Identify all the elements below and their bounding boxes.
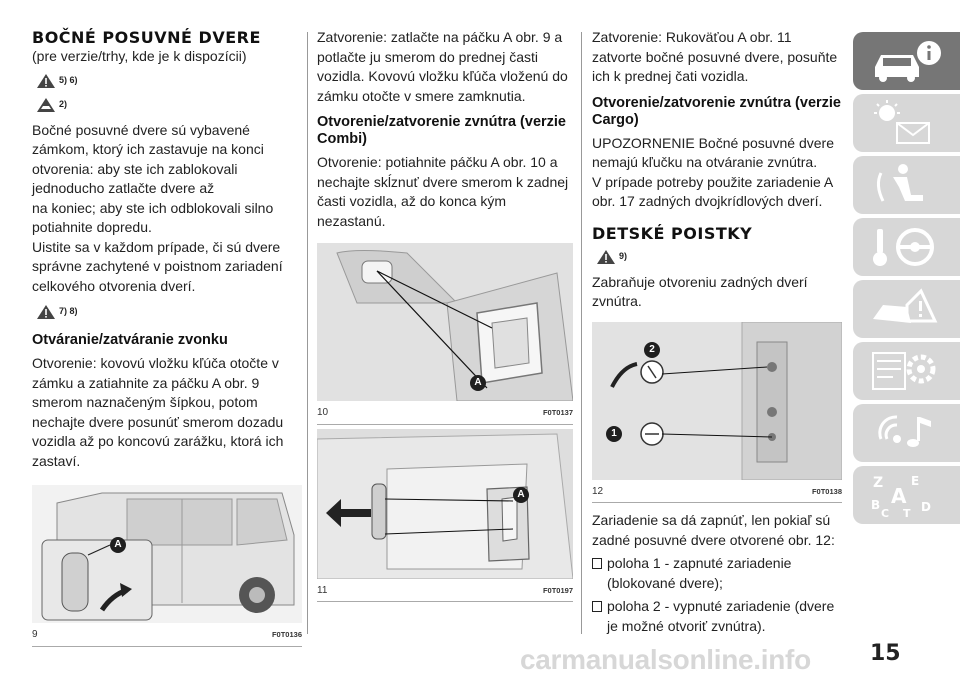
column-1 [32, 28, 302, 647]
section-subtitle: (pre verzie/trhy, kde je k dispozícii) [32, 48, 247, 64]
tab-multimedia[interactable] [853, 404, 960, 462]
paragraph: UPOZORNENIE Bočné posuvné dvere nemajú kľučku na otváranie zvnútra. [592, 134, 834, 170]
tab-index[interactable] [853, 466, 960, 524]
figure-11 [317, 429, 573, 603]
list-item-text: poloha 2 - vypnuté zariadenie (dvere je možné otvoriť zvnútra). [607, 598, 835, 634]
seat-airbag-icon [867, 161, 947, 209]
paragraph: Otvorenie: kovovú vložku kľúča otočte v zámku a zatiahnite za páčku A obr. 9 smerom naznačeným šípkou, potom nechajte dvere posunúť smerom dozadu vozidla až po koncovú zarážku, ktorá ich zastaví. [32, 355, 284, 469]
figure-divider [317, 424, 573, 425]
paragraph: Bočné posuvné dvere sú vybavené zámkom, ktorý ich zastavuje na konci otvorenia: aby ste ich zablokovali jednoducho zatlačte dvere až [32, 121, 264, 196]
warning-ref-b [36, 95, 302, 115]
figure-caption [592, 482, 842, 502]
figure-number: 9 [32, 629, 38, 640]
warning-triangle-icon [596, 249, 616, 265]
bullet-box-icon [592, 558, 602, 569]
warning-triangle-icon [36, 73, 56, 89]
figure-divider [32, 646, 302, 647]
figure-caption [317, 403, 573, 423]
figure-image [32, 485, 302, 623]
callout-1: 1 [606, 426, 622, 442]
alphabet-index-icon [867, 471, 947, 519]
subheading: Otvorenie/zatvorenie zvnútra (verzie Combi) [317, 114, 566, 147]
warning-lights-icon [867, 99, 947, 147]
paragraph: Zabraňuje otvoreniu zadných dverí zvnútra. [592, 273, 808, 309]
warning-ref-text: 9) [619, 250, 628, 261]
tab-starting-driving[interactable] [853, 218, 960, 276]
column-divider-2 [581, 32, 582, 634]
figure-12 [592, 322, 842, 504]
warning-ref-text: 7) 8) [59, 306, 78, 317]
callout-a: A [470, 375, 486, 391]
list-item [592, 597, 842, 636]
child-lock-illustration [592, 322, 842, 480]
svg-text:T: T [903, 507, 911, 519]
sliding-door-handle-illustration [317, 429, 573, 579]
page-number: 15 [870, 641, 901, 666]
paragraph: V prípade potreby použite zariadenie A obr. 17 zadných dvojkrídlových dverí. [592, 173, 833, 209]
figure-10 [317, 243, 573, 425]
bullet-box-icon [592, 601, 602, 612]
svg-text:C: C [881, 507, 890, 519]
warning-ref-text: 2) [59, 98, 68, 109]
tab-safety[interactable] [853, 156, 960, 214]
tab-maintenance[interactable] [853, 342, 960, 400]
paragraph: Zatvorenie: zatlačte na páčku A obr. 9 a potlačte ju smerom do prednej časti vozidla. Kovovú vložku kľúča vloženú do zámku otočte v smere zamknutia. [317, 29, 568, 104]
figure-image [592, 322, 842, 480]
paragraph: Zatvorenie: Rukoväťou A obr. 11 zatvorte bočné posuvné dvere, posuňte ich k prednej čati vozidla. [592, 29, 838, 84]
inner-door-handle-illustration [317, 243, 573, 401]
paragraph: Zariadenie sa dá zapnúť, len pokiaľ sú zadné posuvné dvere otvorené obr. 12: [592, 512, 835, 548]
section-title: BOČNÉ POSUVNÉ DVERE [32, 28, 261, 47]
accident-icon [867, 285, 947, 333]
callout-2: 2 [644, 342, 660, 358]
figure-code: F0T0197 [542, 585, 573, 595]
svg-text:B: B [871, 498, 881, 512]
warning-ref-d [596, 247, 842, 267]
figure-9 [32, 485, 302, 647]
paragraph: Uistite sa v každom prípade, či sú dvere správne zachytené v poistnom zariadení celkového otvorenia dverí. [32, 238, 283, 294]
figure-caption [317, 581, 573, 601]
column-2 [317, 28, 573, 602]
key-steering-icon [867, 223, 947, 271]
multimedia-icon [867, 409, 947, 457]
warning-triangle-icon [36, 304, 56, 320]
tab-warning-lights[interactable] [853, 94, 960, 152]
paragraph: na koniec; aby ste ich odblokovali silno potiahnite dopredu. [32, 199, 274, 235]
svg-text:Z: Z [873, 475, 884, 491]
van-door-illustration [32, 485, 302, 623]
watermark: carmanualsonline.info [520, 644, 811, 675]
warning-ref-text: 5) 6) [59, 74, 78, 85]
warning-ref-a [36, 71, 302, 91]
callout-a: A [110, 537, 126, 553]
car-info-icon [867, 37, 947, 85]
figure-code: F0T0136 [271, 630, 302, 639]
figure-number: 12 [592, 485, 604, 497]
figure-number: 11 [317, 584, 328, 596]
figure-number: 10 [317, 407, 329, 418]
svg-text:A: A [891, 484, 907, 508]
figure-image [317, 429, 573, 579]
figure-code: F0T0137 [542, 408, 573, 417]
svg-text:D: D [921, 500, 931, 514]
tab-emergency[interactable] [853, 280, 960, 338]
chapter-sidebar [853, 32, 960, 528]
figure-caption [32, 625, 302, 645]
subheading: Otvorenie/zatvorenie zvnútra (verzie Cargo) [592, 94, 841, 128]
tab-vehicle-info[interactable] [853, 32, 960, 90]
figure-divider [317, 601, 573, 602]
figure-image [317, 243, 573, 401]
svg-text:E: E [911, 474, 920, 488]
caution-car-icon [36, 97, 56, 113]
list-item [592, 554, 842, 593]
callout-a: A [513, 487, 529, 503]
list-item-text: poloha 1 - zapnuté zariadenie (blokované dvere); [607, 555, 792, 591]
maintenance-icon [867, 347, 947, 395]
subheading: Otváranie/zatváranie zvonku [32, 332, 228, 348]
section-title: DETSKÉ POISTKY [592, 223, 753, 243]
paragraph: Otvorenie: potiahnite páčku A obr. 10 a nechajte skĺznuť dvere smerom k zadnej časti vozidla, až do konca kým nezastanú. [317, 154, 569, 229]
column-3 [592, 28, 842, 636]
figure-divider [592, 502, 842, 503]
warning-ref-c [36, 302, 302, 322]
figure-code: F0T0138 [811, 486, 842, 496]
column-divider-1 [307, 32, 308, 634]
